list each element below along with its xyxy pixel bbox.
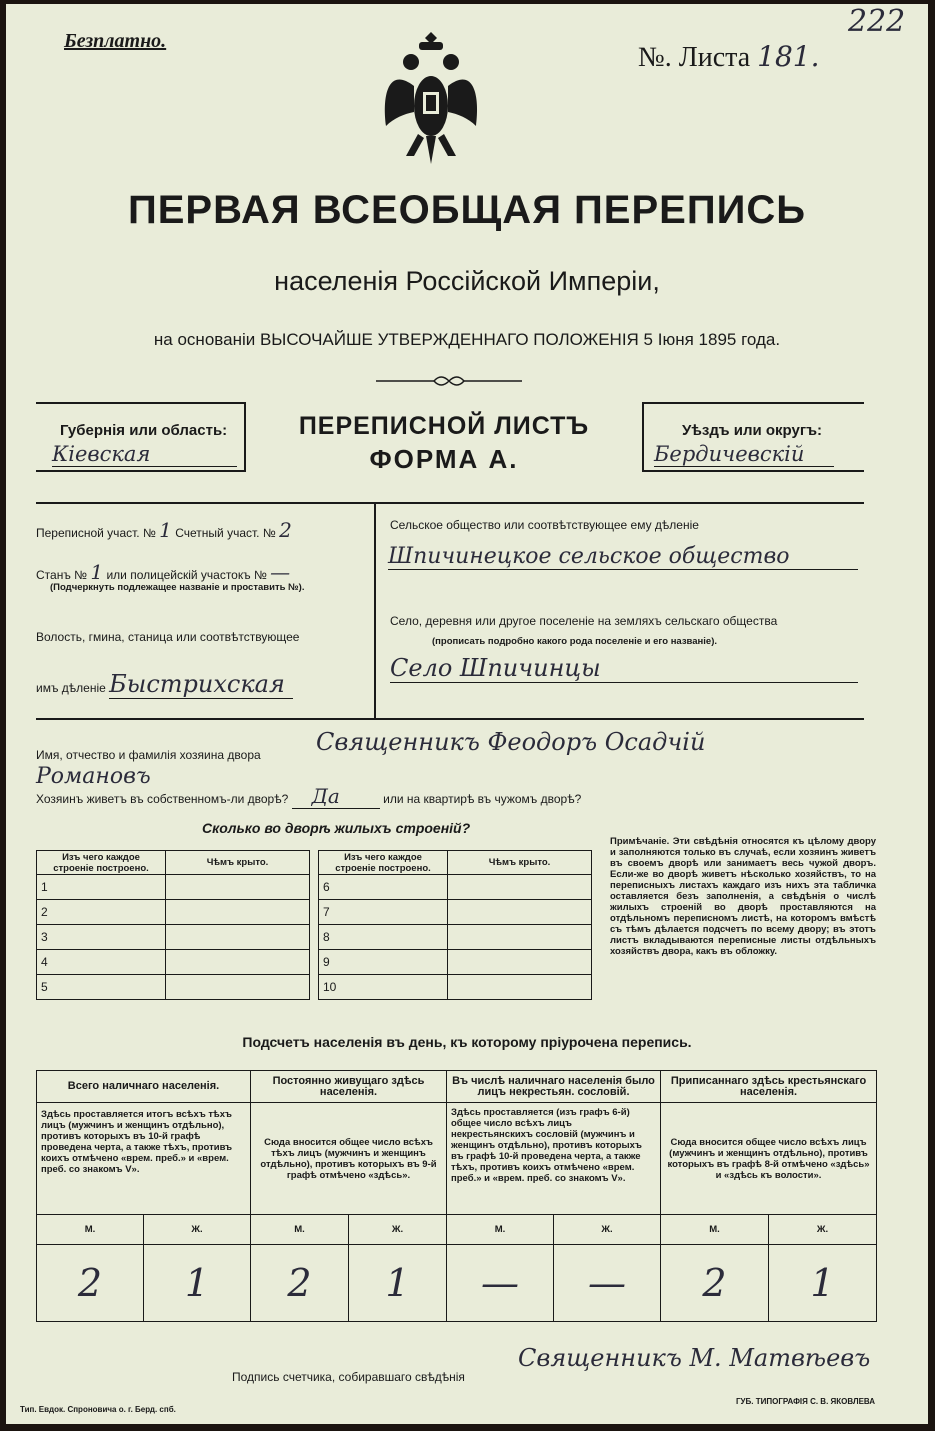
count-peasant-m: 2 [661,1245,769,1322]
table-row: 6 [319,875,448,900]
village-value: Село Шпичинцы [390,654,858,683]
table-row: 1 [37,875,166,900]
page-subtitle: населенія Россійской Имперіи, [274,266,660,296]
owner-name-value: Священникъ Феодоръ Осадчій [316,728,706,756]
community-label: Сельское общество или соотвѣтствующее ему дѣленіе [390,518,699,532]
printer-left: Тип. Евдок. Спроновича о. г. Берд. спб. [20,1405,176,1414]
count-present-m: 2 [37,1245,144,1322]
count-resident-m: 2 [251,1245,349,1322]
form-title: ПЕРЕПИСНОЙ ЛИСТЪ [298,412,590,440]
free-label: Безплатно. [64,30,167,52]
volost-value: Быстрихская [109,670,293,699]
signature-label: Подпись счетчика, собиравшаго свѣдѣнія [232,1370,465,1384]
buildings-table-left: Изъ чего каждое строеніе построено. Чѣмъ крыто. 1 2 3 4 5 [36,850,310,1000]
buildings-question: Сколько во дворѣ жилыхъ строеній? [202,820,471,836]
community-value: Шпичинецкое сельское общество [388,544,858,570]
table-row: 4 [37,950,166,975]
sheet-number-label: №. Листа 181. [638,40,820,73]
province-value: Кіевская [52,442,237,467]
table-row: 9 [319,950,448,975]
table-row: 5 [37,975,166,1000]
sheet-number-value: 181. [757,40,820,73]
count-peasant-f: 1 [769,1245,877,1322]
page-title: ПЕРВАЯ ВСЕОБЩАЯ ПЕРЕПИСЬ [128,188,806,232]
legal-basis: на основаніи ВЫСОЧАЙШЕ УТВЕРЖДЕННАГО ПОЛОЖЕНІЯ 5 Іюня 1895 года. [153,330,781,349]
owner-label: Имя, отчество и фамилія хозяина двора [36,748,261,762]
count-resident-f: 1 [349,1245,447,1322]
province-label: Губернія или область: [60,422,228,439]
census-sheet [6,4,928,1424]
buildings-table-right: Изъ чего каждое строеніе построено. Чѣмъ крыто. 6 7 8 9 10 [318,850,592,1000]
population-table: Всего наличнаго населенія. Постоянно живущаго здѣсь населенія. Въ числѣ наличнаго населенія было лицъ некрестьян. сословій. Приписаннаго здѣсь крестьянскаго населенія. Здѣсь проставляется итогъ всѣхъ тѣхъ лицъ (мужчинъ и женщинъ отдѣльно), противъ которыхъ въ 10-й графѣ проведена черта, а также тѣхъ, противъ коихъ отмѣчено «врем. преб.» и «врем. преб. со знакомъ V». Сюда вносится общее число всѣхъ тѣхъ лицъ (мужчинъ и женщинъ отдѣльно), противъ которыхъ въ 9-й графѣ отмѣчено «здѣсь». Здѣсь проставляется (изъ графъ 6-й) общее число всѣхъ лицъ некрестьянскихъ сословій (мужчинъ и женщинъ отдѣльно), противъ которыхъ въ графѣ 10-й проведена черта, а также тѣхъ, противъ коихъ отмѣчено «врем. преб.» и «врем. преб. со знакомъ V». Сюда вносится общее число всѣхъ лицъ (мужчинъ и женщинъ отдѣльно), противъ которыхъ въ графѣ 8-й отмѣчено «здѣсь» и «здѣсь къ волости». М. Ж. М. Ж. М. Ж. М. Ж. 2 1 2 1 — — 2 1 [36,1070,877,1322]
count-present-f: 1 [144,1245,251,1322]
printer-right: ГУБ. ТИПОГРАФІЯ С. В. ЯКОВЛЕВА [736,1397,876,1406]
table-row: 3 [37,925,166,950]
census-section: Переписной участ. № 1 Счетный участ. № 2 [36,518,292,542]
table-row: 10 [319,975,448,1000]
form-subtitle: ФОРМА А. [369,444,519,474]
village-note: (прописать подробно какого рода поселеніе и его названіе). [432,636,718,647]
count-nonpeasant-m: — [447,1245,554,1322]
buildings-note: Примѣчаніе. Эти свѣдѣнія относятся къ цѣлому двору и заполняются только въ случаѣ, если хозяинъ живетъ въ своемъ дворѣ или занимаетъ весь чужой дворъ. Если-же во дворѣ живетъ нѣсколько хозяйствъ, то на переписныхъ листахъ каждаго изъ нихъ эта табличка оставляется безъ заполненія, а свѣдѣнія о числѣ жилыхъ строеній во дворѣ проставляются на отдѣльномъ переписномъ листѣ, на которомъ вмѣстѣ съ тѣмъ дѣлается подсчетъ по всему двору; въ этотъ листъ вкладываются переписные листы отдѣльныхъ хозяйствъ двора, какъ въ обложку. [610,836,876,957]
sheet-number-extra: 222 [848,4,906,39]
ornament-icon [374,372,524,390]
owner-name-value-2: Романовъ [36,764,151,789]
volost-row: имъ дѣленіе Быстрихская [36,670,293,698]
table-row: 2 [37,900,166,925]
table-row: 7 [319,900,448,925]
stan-row: Станъ № 1 или полицейскій участокъ № — [36,560,291,584]
district-label: Уѣздъ или округъ: [682,422,823,439]
signature-value: Священникъ М. Матвѣевъ [518,1344,871,1372]
district-value: Бердичевскій [654,442,834,467]
village-label: Село, деревня или другое поселеніе на земляхъ сельскаго общества [390,614,778,628]
count-nonpeasant-f: — [554,1245,661,1322]
owner-residence-value: Да [292,784,380,809]
population-title: Подсчетъ населенія въ день, къ которому пріурочена перепись. [242,1034,692,1050]
volost-label: Волость, гмина, станица или соотвѣтствующее [36,630,300,644]
table-row: 8 [319,925,448,950]
stan-note: (Подчеркнуть подлежащее названіе и проставить №). [50,582,305,593]
eagle-emblem-icon [378,26,484,176]
owner-residence-row: Хозяинъ живетъ въ собственномъ-ли дворѣ? Да или на квартирѣ въ чужомъ дворѣ? [36,784,582,808]
